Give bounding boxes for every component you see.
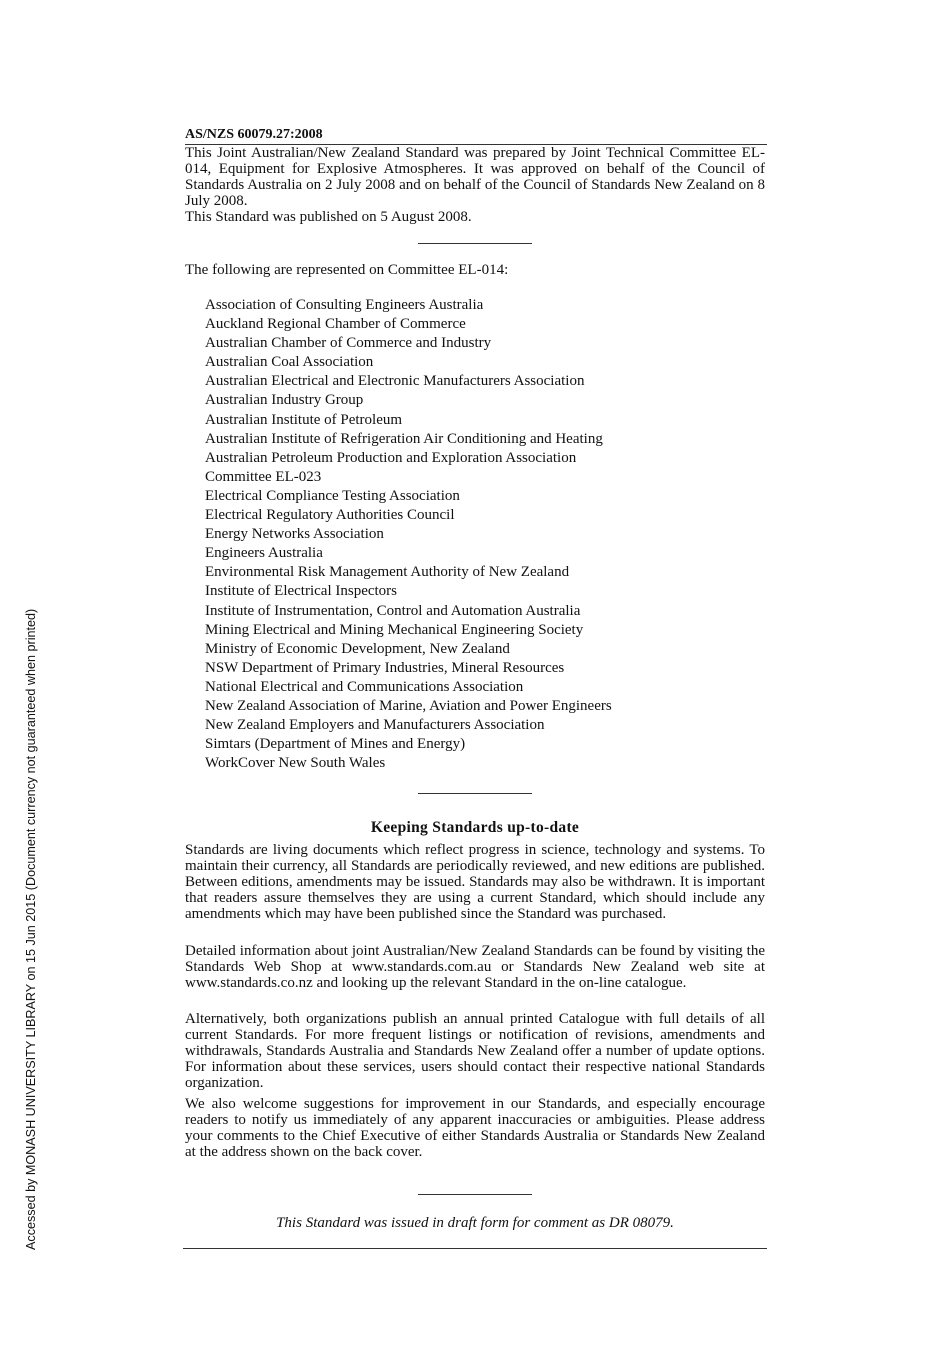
standard-number-heading: AS/NZS 60079.27:2008 [185,127,767,145]
committee-member: WorkCover New South Wales [205,755,386,772]
committee-member: Australian Industry Group [205,392,364,409]
divider [418,793,532,794]
committee-member: Australian Chamber of Commerce and Industry [205,335,492,352]
committee-heading: The following are represented on Committee EL-014: [185,262,509,278]
committee-member: Australian Electrical and Electronic Manufacturers Association [205,373,585,390]
committee-member: Institute of Instrumentation, Control and Automation Australia [205,602,581,619]
divider [418,243,532,244]
committee-member: Committee EL-023 [205,468,322,485]
intro-published-paragraph: This Standard was published on 5 August 2008. [185,209,472,225]
intro-prepared-paragraph: This Joint Australian/New Zealand Standard was prepared by Joint Technical Committee EL-014, Equipment for Explosive Atmospheres. It was approved on behalf of the Council of Standards Australia on 2 July 2008 and on behalf of the Council of Standards New Zealand on 8 July 2008. [185,145,765,209]
keeping-paragraph-1: Standards are living documents which reflect progress in science, technology and systems. To maintain their currency, all Standards are periodically reviewed, and new editions are published. Between editions, amendments may be issued. Standards may also be withdrawn. It is important that readers assure themselves they are using a current Standard, which should include any amendments which may have been published since the Standard was purchased. [185,842,765,922]
committee-member: NSW Department of Primary Industries, Mineral Resources [205,659,565,676]
committee-member: Association of Consulting Engineers Australia [205,297,484,313]
committee-member: Australian Petroleum Production and Exploration Association [205,449,577,466]
keeping-standards-title: Keeping Standards up-to-date [370,819,580,836]
committee-member: Mining Electrical and Mining Mechanical Engineering Society [205,621,584,638]
committee-member: Electrical Regulatory Authorities Council [205,507,455,524]
committee-member: New Zealand Association of Marine, Aviation and Power Engineers [205,697,612,714]
committee-member: Energy Networks Association [205,526,384,543]
committee-member: Australian Institute of Petroleum [205,411,403,428]
draft-note: This Standard was issued in draft form for comment as DR 08079. [276,1215,674,1231]
committee-member: Australian Coal Association [205,354,374,371]
keeping-paragraph-3: Alternatively, both organizations publish an annual printed Catalogue with full details of all current Standards. For more frequent listings or notification of revisions, amendments and withdrawals, Standards Australia and Standards New Zealand offer a number of update options. For information about these services, users should contact their respective national Standards organization. [185,1011,765,1091]
committee-member: Institute of Electrical Inspectors [205,583,398,600]
access-watermark: Accessed by MONASH UNIVERSITY LIBRARY on 15 Jun 2015 (Document currency not guaranteed when printed) [24,608,38,1250]
committee-member: Environmental Risk Management Authority of New Zealand [205,564,570,581]
committee-member: National Electrical and Communications Association [205,678,524,695]
committee-member: Engineers Australia [205,545,323,562]
keeping-paragraph-2: Detailed information about joint Australian/New Zealand Standards can be found by visiting the Standards Web Shop at www.standards.com.au or Standards New Zealand web site at www.standards.co.nz and looking up the relevant Standard in the on-line catalogue. [185,943,765,991]
committee-member: Ministry of Economic Development, New Zealand [205,640,510,657]
committee-member: New Zealand Employers and Manufacturers Association [205,717,545,734]
committee-member-list [205,296,612,773]
bottom-divider [183,1248,767,1249]
committee-member: Simtars (Department of Mines and Energy) [205,736,466,753]
divider [418,1194,532,1195]
committee-member: Australian Institute of Refrigeration Air Conditioning and Heating [205,430,603,447]
committee-member: Auckland Regional Chamber of Commerce [205,316,466,333]
keeping-paragraph-4: We also welcome suggestions for improvement in our Standards, and especially encourage readers to notify us immediately of any apparent inaccuracies or ambiguities. Please address your comments to the Chief Executive of either Standards Australia or Standards New Zealand at the address shown on the back cover. [185,1096,765,1160]
committee-member: Electrical Compliance Testing Association [205,487,460,504]
